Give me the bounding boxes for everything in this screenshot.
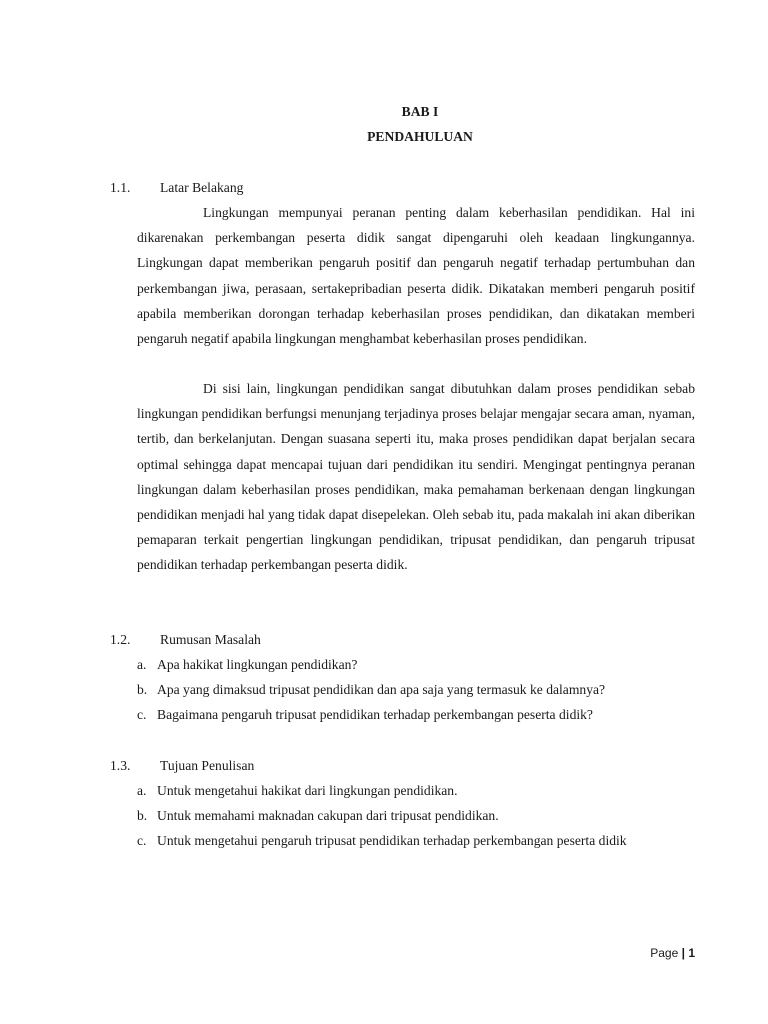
list-marker: a. [137, 657, 147, 672]
section-number: 1.1. [110, 180, 131, 195]
page-number: 1 [688, 946, 695, 960]
page-footer [650, 946, 695, 960]
list-tujuan-penulisan [137, 778, 695, 854]
section-title: Tujuan Penulisan [160, 758, 255, 773]
section-title: Latar Belakang [160, 180, 244, 195]
list-item [137, 778, 695, 803]
list-rumusan-masalah [137, 652, 695, 728]
page-separator: | [681, 946, 685, 960]
chapter-title: PENDAHULUAN [367, 129, 473, 144]
list-marker: c. [137, 833, 147, 849]
section-number: 1.3. [110, 758, 131, 773]
section-title: Rumusan Masalah [160, 632, 261, 647]
list-text: Untuk mengetahui hakikat dari lingkungan pendidikan. [157, 783, 458, 798]
list-item [137, 828, 695, 853]
list-marker: b. [137, 808, 148, 824]
list-text: Untuk memahami maknadan cakupan dari tripusat pendidikan. [157, 808, 499, 824]
section-number: 1.2. [110, 632, 131, 647]
list-item [137, 803, 695, 828]
list-marker: a. [137, 783, 147, 798]
list-text: Apa yang dimaksud tripusat pendidikan dan apa saja yang termasuk ke dalamnya? [157, 682, 606, 698]
list-text: Bagaimana pengaruh tripusat pendidikan terhadap perkembangan peserta didik? [157, 707, 593, 723]
list-text: Apa hakikat lingkungan pendidikan? [157, 657, 358, 672]
section-heading-latar-belakang [110, 178, 243, 198]
list-item [137, 702, 695, 727]
paragraph-latar-belakang-2: Di sisi lain, lingkungan pendidikan sangat dibutuhkan dalam proses pendidikan sebab lingkungan pendidikan berfungsi menunjang terjadinya proses belajar mengajar secara aman, nyaman, tertib, dan berkelanjutan. Dengan suasana seperti itu, maka proses pendidikan dapat berjalan secara optimal sehingga dapat mencapai tujuan dari pendidikan itu sendiri. Mengingat pentingnya peranan lingkungan dalam keberhasilan proses pendidikan, maka pemahaman berkenaan dengan lingkungan pendidikan menjadi hal yang tidak dapat disepelekan. Oleh sebab itu, pada makalah ini akan diberikan pemaparan terkait pengertian lingkungan pendidikan, tripusat pendidikan, dan pengaruh tripusat pendidikan terhadap perkembangan peserta didik. [137, 381, 695, 573]
list-item [137, 652, 695, 677]
list-item [137, 677, 695, 702]
section-heading-rumusan-masalah [110, 630, 261, 650]
list-text: Untuk mengetahui pengaruh tripusat pendidikan terhadap perkembangan peserta didik [157, 833, 627, 849]
section-heading-tujuan-penulisan [110, 756, 254, 776]
list-marker: c. [137, 707, 147, 723]
page-label: Page [650, 946, 679, 960]
paragraph-latar-belakang-1: Lingkungan mempunyai peranan penting dalam keberhasilan pendidikan. Hal ini dikarenakan perkembangan peserta didik sangat dipengaruhi oleh keadaan lingkungannya. Lingkungan dapat memberikan pengaruh positif dan pengaruh negatif terhadap pertumbuhan dan perkembangan jiwa, perasaan, sertakepribadian peserta didik. Dikatakan memberi pengaruh positif apabila memberikan dorongan terhadap keberhasilan proses pendidikan, dan dikatakan memberi pengaruh negatif apabila lingkungan menghambat keberhasilan proses pendidikan. [137, 205, 695, 347]
list-marker: b. [137, 682, 148, 698]
chapter-label: BAB I [401, 104, 439, 119]
